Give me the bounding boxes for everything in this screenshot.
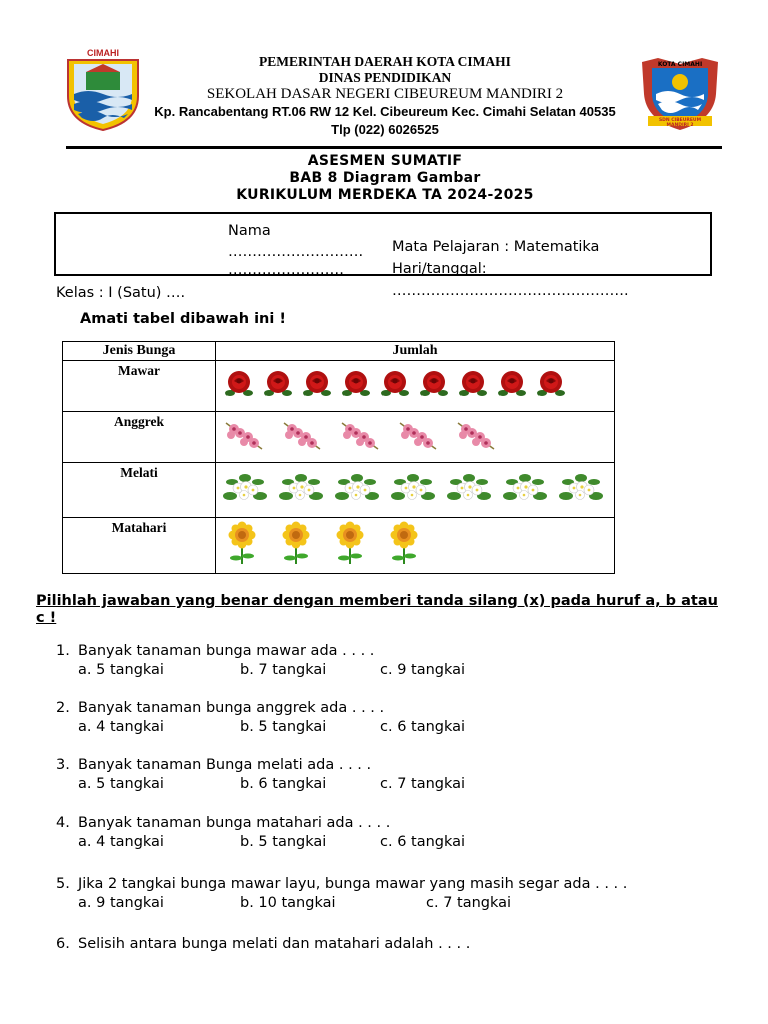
answer-option-a[interactable]: a. 5 tangkai bbox=[78, 776, 164, 792]
nama-field[interactable]: ………………………. bbox=[228, 244, 364, 260]
question-text: Banyak tanaman Bunga melati ada . . . . bbox=[78, 757, 372, 773]
orchid-icon bbox=[222, 417, 266, 458]
cimahi-city-logo bbox=[62, 50, 144, 132]
table-row-matahari bbox=[63, 518, 615, 574]
answer-option-c[interactable]: c. 6 tangkai bbox=[380, 834, 466, 850]
nama-field-cont[interactable]: …………………… bbox=[228, 262, 344, 278]
row-label-melati: Melati bbox=[63, 463, 216, 518]
sunflower-icon bbox=[330, 520, 370, 571]
jasmine-icon bbox=[334, 470, 380, 511]
question-number: 6. bbox=[56, 936, 70, 952]
question-number: 5. bbox=[56, 876, 70, 892]
sunflower-icon bbox=[222, 520, 262, 571]
question-number: 1. bbox=[56, 643, 70, 659]
sunflower-icon bbox=[384, 520, 424, 571]
question-number: 3. bbox=[56, 757, 70, 773]
header-divider bbox=[66, 146, 722, 149]
answer-option-a[interactable]: a. 4 tangkai bbox=[78, 834, 164, 850]
table-row-melati bbox=[63, 463, 615, 518]
subject-label: Mata Pelajaran : Matematika bbox=[392, 239, 600, 255]
nama-label: Nama bbox=[228, 223, 271, 239]
row-label-anggrek: Anggrek bbox=[63, 412, 216, 463]
title-chapter: BAB 8 Diagram Gambar bbox=[289, 170, 481, 186]
rose-icon bbox=[339, 369, 373, 404]
jasmine-pictogram bbox=[216, 470, 614, 511]
jasmine-icon bbox=[446, 470, 492, 511]
rose-icon bbox=[456, 369, 490, 404]
header-phone: Tlp (022) 6026525 bbox=[331, 122, 439, 137]
row-label-matahari: Matahari bbox=[63, 518, 216, 574]
header-school: SEKOLAH DASAR NEGERI CIBEUREUM MANDIRI 2 bbox=[206, 86, 564, 102]
question-text: Selisih antara bunga melati dan matahari adalah . . . . bbox=[78, 936, 471, 952]
answer-option-b[interactable]: b. 10 tangkai bbox=[240, 895, 336, 911]
sunflower-icon bbox=[276, 520, 316, 571]
rose-icon bbox=[534, 369, 568, 404]
rose-icon bbox=[222, 369, 256, 404]
pictograph-table bbox=[62, 341, 615, 574]
answer-option-b[interactable]: b. 6 tangkai bbox=[240, 776, 327, 792]
school-logo bbox=[638, 54, 722, 134]
class-label: Kelas : I (Satu) …. bbox=[56, 285, 186, 301]
question-number: 2. bbox=[56, 700, 70, 716]
question-text: Banyak tanaman bunga mawar ada . . . . bbox=[78, 643, 375, 659]
date-field[interactable]: …………………………………………. bbox=[392, 283, 629, 299]
title-assessment: ASESMEN SUMATIF bbox=[307, 153, 463, 169]
rose-icon bbox=[378, 369, 412, 404]
answer-option-c[interactable]: c. 9 tangkai bbox=[380, 662, 466, 678]
answer-option-c[interactable]: c. 6 tangkai bbox=[380, 719, 466, 735]
rose-icon bbox=[417, 369, 451, 404]
column-header-type: Jenis Bunga bbox=[63, 342, 216, 361]
header-gov: PEMERINTAH DAERAH KOTA CIMAHI bbox=[259, 54, 511, 69]
date-label: Hari/tanggal: bbox=[392, 261, 487, 277]
logo-left-text: CIMAHI bbox=[87, 48, 119, 58]
jasmine-icon bbox=[502, 470, 548, 511]
orchid-pictogram bbox=[216, 417, 614, 458]
question-text: Banyak tanaman bunga anggrek ada . . . . bbox=[78, 700, 385, 716]
question-text: Jika 2 tangkai bunga mawar layu, bunga mawar yang masih segar ada . . . . bbox=[78, 876, 628, 892]
header-address: Kp. Rancabentang RT.06 RW 12 Kel. Cibeureum Kec. Cimahi Selatan 40535 bbox=[154, 104, 616, 119]
orchid-icon bbox=[454, 417, 498, 458]
logo-right-text: KOTA CIMAHI bbox=[657, 61, 703, 68]
logo-right-banner: SDN CIBEUREUM MANDIRI 2 bbox=[658, 118, 702, 128]
answer-option-b[interactable]: b. 5 tangkai bbox=[240, 834, 327, 850]
rose-icon bbox=[495, 369, 529, 404]
rose-pictogram bbox=[216, 369, 614, 404]
question-text: Banyak tanaman bunga matahari ada . . . . bbox=[78, 815, 391, 831]
header-dept: DINAS PENDIDIKAN bbox=[318, 70, 452, 85]
orchid-icon bbox=[280, 417, 324, 458]
identity-box bbox=[54, 212, 712, 276]
jasmine-icon bbox=[222, 470, 268, 511]
orchid-icon bbox=[338, 417, 382, 458]
answer-option-a[interactable]: a. 4 tangkai bbox=[78, 719, 164, 735]
question-number: 4. bbox=[56, 815, 70, 831]
answer-option-c[interactable]: c. 7 tangkai bbox=[380, 776, 466, 792]
answer-option-b[interactable]: b. 5 tangkai bbox=[240, 719, 327, 735]
question-instruction: Pilihlah jawaban yang benar dengan memberi tanda silang (x) pada huruf a, b atau c ! bbox=[36, 593, 718, 626]
sunflower-pictogram bbox=[216, 520, 614, 571]
answer-option-a[interactable]: a. 9 tangkai bbox=[78, 895, 164, 911]
rose-icon bbox=[300, 369, 334, 404]
jasmine-icon bbox=[558, 470, 604, 511]
orchid-icon bbox=[396, 417, 440, 458]
answer-option-b[interactable]: b. 7 tangkai bbox=[240, 662, 327, 678]
title-curriculum: KURIKULUM MERDEKA TA 2024-2025 bbox=[236, 187, 534, 203]
answer-option-c[interactable]: c. 7 tangkai bbox=[426, 895, 512, 911]
table-row-mawar bbox=[63, 361, 615, 412]
answer-option-a[interactable]: a. 5 tangkai bbox=[78, 662, 164, 678]
jasmine-icon bbox=[390, 470, 436, 511]
rose-icon bbox=[261, 369, 295, 404]
jasmine-icon bbox=[278, 470, 324, 511]
table-row-anggrek bbox=[63, 412, 615, 463]
table-instruction: Amati tabel dibawah ini ! bbox=[80, 311, 287, 327]
row-label-mawar: Mawar bbox=[63, 361, 216, 412]
column-header-amount: Jumlah bbox=[216, 342, 615, 361]
